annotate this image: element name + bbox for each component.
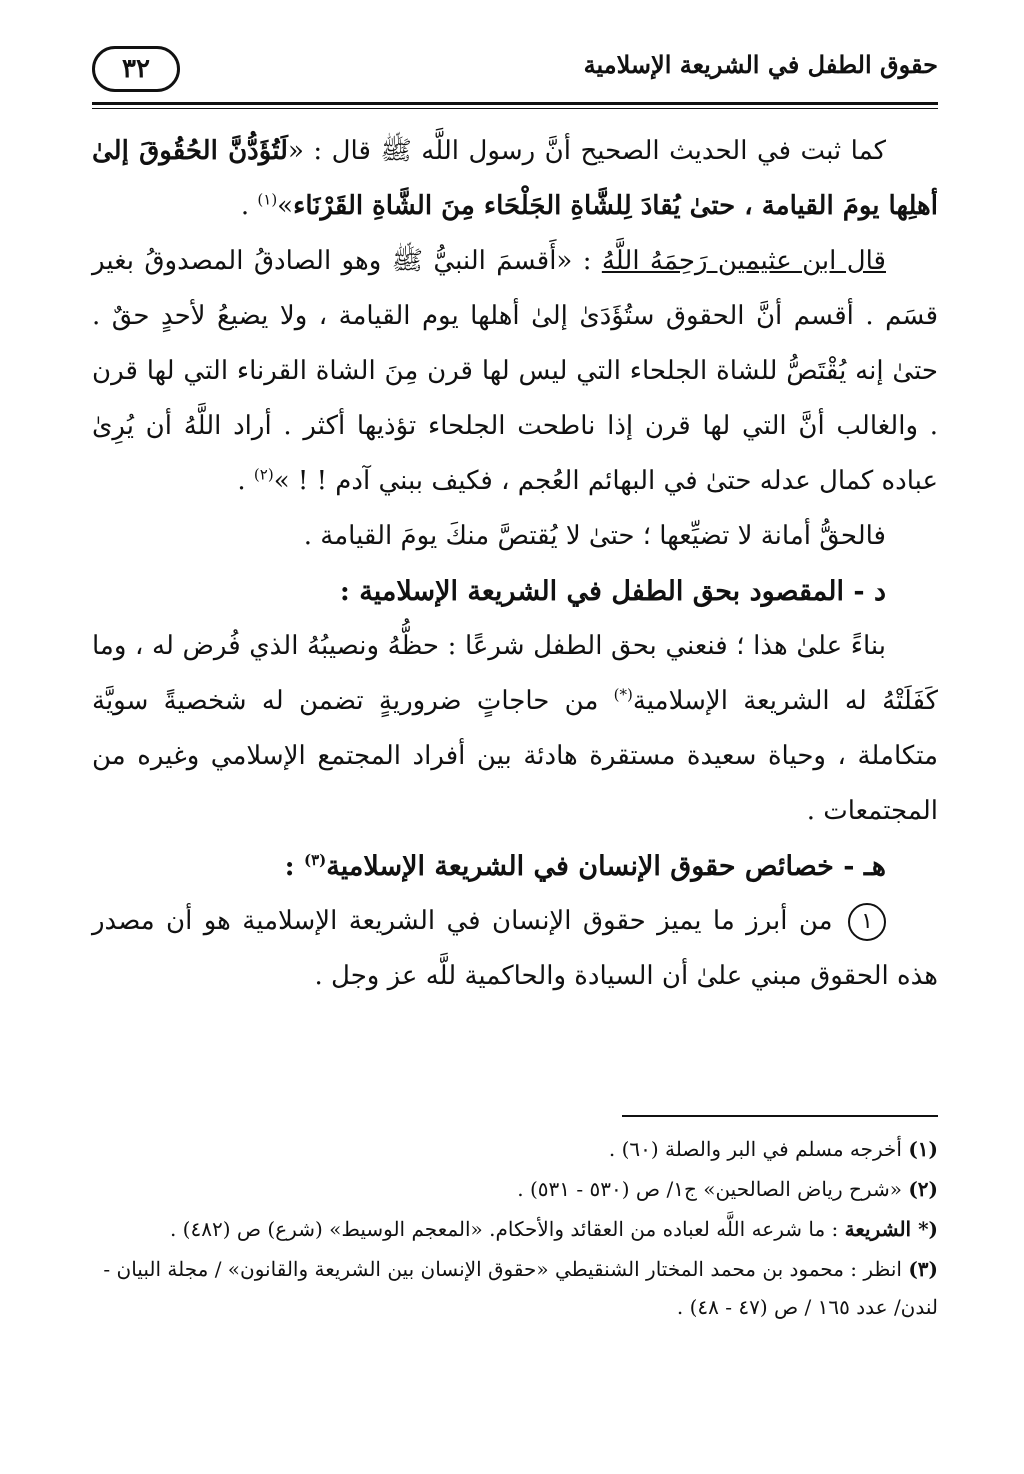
hadith-quote: لَتُؤَدُّنَّ الحُقُوقَ إلىٰ أهلِها يومَ القيامة ، حتىٰ يُقادَ لِلشَّاةِ الجَلْحَاء مِنَ الشَّاةِ القَرْنَاء xyxy=(92,136,938,221)
paragraph-definition xyxy=(92,619,938,839)
quote-text: : «أَقسمَ النبيُّ ﷺ وهو الصادقُ المصدوقُ بغير قسَم . أقسم أنَّ الحقوق ستُؤَدَىٰ إلىٰ أهلها يوم القيامة ، ولا يضيعُ لأحدٍ حقٌ . حتىٰ إنه يُقْتَصُّ للشاة الجلحاء التي ليس لها قرن مِنَ الشاة القرناء التي لها قرن . والغالب أنَّ التي لها قرن إذا ناطحت الجلحاء تؤذيها أكثر . أراد اللَّهُ أن يُرِىٰ عباده كمال عدله حتىٰ في البهائم العُجم ، فكيف ببني آدم ! ! » xyxy=(92,246,938,496)
circled-number-icon: ١ xyxy=(848,903,886,941)
book-page xyxy=(92,40,938,1440)
footnote-mark: (٣) xyxy=(908,1257,938,1281)
footnote-text: انظر : محمود بن محمد المختار الشنقيطي «حقوق الإنسان بين الشريعة والقانون» / مجلة البيان - لندن/ عدد ١٦٥ / ص (٤٧ - ٤٨) . xyxy=(103,1257,938,1319)
main-text xyxy=(92,124,938,1004)
footnote-mark: (٢) xyxy=(908,1177,938,1201)
header-rule xyxy=(92,102,938,109)
paragraph-hadith xyxy=(92,124,938,234)
footnote-text: أخرجه مسلم في البر والصلة (٦٠) . xyxy=(608,1137,909,1161)
footnote-mark: (١) xyxy=(908,1137,938,1161)
running-title: حقوق الطفل في الشريعة الإسلامية xyxy=(583,50,938,79)
speaker-name: قال ابن عثيمين رَحِمَهُ اللَّهُ xyxy=(601,246,886,276)
paragraph-conclusion: فالحقُّ أمانة لا تضيِّعها ؛ حتىٰ لا يُقتصَّ منكَ يومَ القيامة . xyxy=(303,521,886,551)
quote-close: » xyxy=(277,191,294,221)
footnote-ref-1: (١) xyxy=(257,190,278,209)
footnote-term: الشريعة xyxy=(844,1217,919,1241)
footnote-3 xyxy=(92,1250,938,1326)
definition-end: من حاجاتٍ ضروريةٍ تضمن له شخصيةً سويَّة متكاملة ، وحياة سعيدة مستقرة هادئة بين أفراد المجتمع الإسلامي وغيره من المجتمعات . xyxy=(92,686,938,826)
hadith-intro: كما ثبت في الحديث الصحيح أنَّ رسول اللَّه ﷺ قال : « xyxy=(287,136,887,166)
page-header xyxy=(92,40,938,106)
heading-h-end: : xyxy=(284,851,304,882)
list-item-1 xyxy=(92,894,938,1004)
footnote-2 xyxy=(92,1170,938,1208)
footnote-1 xyxy=(92,1130,938,1168)
footnote-text: : ما شرعه اللَّه لعباده من العقائد والأحكام. «المعجم الوسيط» (شرع) ص (٤٨٢) . xyxy=(169,1217,845,1241)
footnotes xyxy=(92,1130,938,1328)
sentence-end: . xyxy=(237,466,254,496)
footnote-mark: (* xyxy=(918,1217,938,1241)
page-number: ٣٢ xyxy=(92,46,180,92)
footnote-ref-3: (٣) xyxy=(303,851,327,869)
section-heading-d: د - المقصود بحق الطفل في الشريعة الإسلامية : xyxy=(339,576,886,607)
definition-start: بناءً علىٰ هذا ؛ فنعني بحق الطفل شرعًا : حظُّهُ ونصيبُهُ الذي فُرض له ، وما كَفَلَتْهُ له الشريعة الإسلامية xyxy=(92,631,939,716)
footnote-separator xyxy=(622,1115,938,1117)
footnote-text: «شرح رياض الصالحين» ج١/ ص (٥٣٠ - ٥٣١) . xyxy=(517,1177,909,1201)
list-item-text: من أبرز ما يميز حقوق الإنسان في الشريعة الإسلامية هو أن مصدر هذه الحقوق مبني علىٰ أن السيادة والحاكمية للَّه عز وجل . xyxy=(92,906,938,991)
footnote-ref-star: (*) xyxy=(613,685,633,704)
footnote-star xyxy=(92,1210,938,1248)
footnote-ref-2: (٢) xyxy=(253,465,274,484)
heading-h-text: هـ - خصائص حقوق الإنسان في الشريعة الإسلامية xyxy=(326,851,886,882)
sentence-end: . xyxy=(240,191,258,221)
paragraph-ibn-uthaymeen xyxy=(92,234,938,509)
section-heading-h xyxy=(92,839,938,894)
